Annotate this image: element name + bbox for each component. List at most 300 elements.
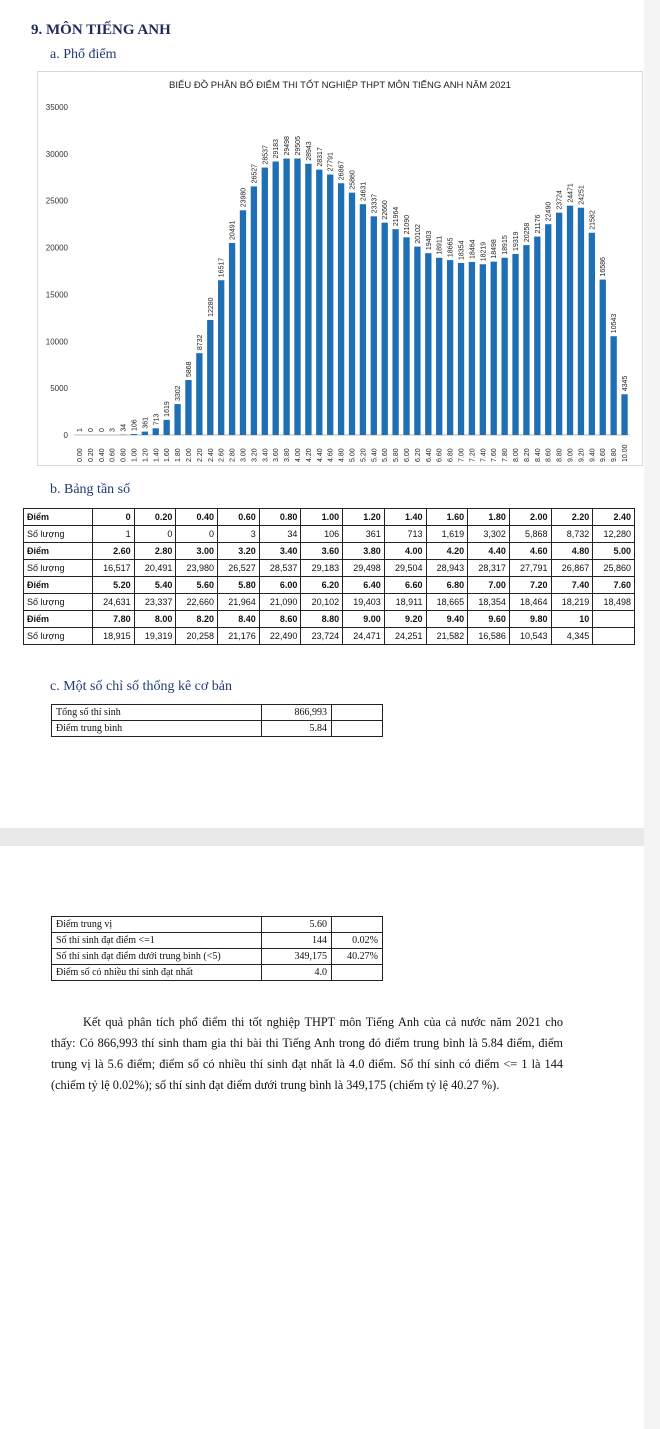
data-label: 18915 [502, 235, 510, 255]
row-label: Điểm [24, 509, 93, 526]
table-cell: 5,868 [509, 526, 551, 543]
table-cell: 18,911 [384, 594, 426, 611]
table-cell: 22,490 [259, 628, 301, 645]
data-label: 18354 [458, 240, 466, 260]
data-label: 29183 [273, 139, 281, 159]
table-cell: 4.40 [468, 543, 510, 560]
data-label: 20102 [414, 224, 422, 244]
table-cell: 8.40 [218, 611, 260, 628]
x-tick-label: 7.00 [458, 448, 466, 462]
table-cell: 10 [551, 611, 593, 628]
x-tick-label: 4.60 [327, 448, 335, 462]
table-cell: 2.60 [93, 543, 135, 560]
data-label: 21582 [589, 210, 597, 230]
table-cell: 6.80 [426, 577, 468, 594]
bar [578, 208, 584, 435]
table-cell: 106 [301, 526, 343, 543]
table-cell: 0.80 [259, 509, 301, 526]
bar [469, 262, 475, 435]
table-cell: 21,582 [426, 628, 468, 645]
data-label: 18498 [491, 239, 499, 259]
table-cell: 1.00 [301, 509, 343, 526]
table-cell: 21,090 [259, 594, 301, 611]
bar [371, 216, 377, 435]
table-cell: 2.00 [509, 509, 551, 526]
x-tick-label: 7.60 [491, 448, 499, 462]
bar [229, 243, 235, 435]
table-cell: 19,403 [343, 594, 385, 611]
table-cell: 7.60 [593, 577, 635, 594]
data-label: 1619 [164, 401, 172, 417]
bar [425, 253, 431, 435]
data-label: 21964 [393, 206, 401, 227]
data-label: 21090 [404, 214, 412, 235]
chart-plot [38, 72, 642, 465]
table-cell: 20,102 [301, 594, 343, 611]
table-cell: 1,619 [426, 526, 468, 543]
row-label: Điểm [24, 611, 93, 628]
subheading-basic-stats: c. Một số chỉ số thống kê cơ bản [50, 679, 232, 694]
table-cell: 6.40 [343, 577, 385, 594]
stats-value: 4.0 [262, 965, 332, 981]
data-label: 25860 [349, 170, 357, 190]
table-cell: 1.80 [468, 509, 510, 526]
data-label: 19319 [513, 231, 521, 251]
data-label: 26527 [251, 163, 259, 184]
table-cell: 8.20 [176, 611, 218, 628]
table-cell: 10,543 [509, 628, 551, 645]
data-label: 12280 [207, 297, 215, 317]
table-cell: 21,176 [218, 628, 260, 645]
table-cell: 6.00 [259, 577, 301, 594]
x-tick-label: 1.00 [131, 448, 139, 462]
table-cell: 18,498 [593, 594, 635, 611]
x-tick-label: 1.20 [142, 448, 150, 462]
row-label: Điểm [24, 577, 93, 594]
table-cell: 3.80 [343, 543, 385, 560]
data-label: 22490 [545, 201, 553, 222]
bar [447, 260, 453, 435]
bar [142, 432, 148, 435]
table-cell: 2.20 [551, 509, 593, 526]
y-tick-label: 35000 [45, 103, 68, 112]
table-cell: 1 [93, 526, 135, 543]
data-label: 23337 [371, 193, 379, 214]
row-label: Số lượng [24, 526, 93, 543]
table-cell: 4.20 [426, 543, 468, 560]
table-cell: 18,354 [468, 594, 510, 611]
x-tick-label: 9.60 [600, 448, 608, 462]
x-tick-label: 3.00 [240, 448, 248, 462]
y-tick-label: 5000 [50, 384, 68, 394]
table-cell: 8,732 [551, 526, 593, 543]
stats-row [52, 949, 383, 965]
table-cell: 3.00 [176, 543, 218, 560]
table-cell: 24,631 [93, 594, 135, 611]
data-label: 18665 [447, 237, 455, 258]
data-label: 3302 [175, 385, 183, 402]
data-label: 24471 [567, 183, 575, 203]
row-label: Điểm [24, 543, 93, 560]
table-cell: 0 [134, 526, 176, 543]
data-label: 28317 [316, 147, 324, 167]
y-tick-label: 20000 [45, 243, 68, 253]
table-cell: 23,980 [176, 560, 218, 577]
stats-pct: 0.02% [332, 933, 383, 949]
stats-row [52, 965, 383, 981]
x-tick-label: 6.40 [425, 448, 433, 462]
x-tick-label: 4.00 [294, 448, 302, 462]
data-label: 21176 [534, 214, 542, 234]
x-tick-label: 5.20 [360, 448, 368, 462]
frequency-table-row [24, 509, 635, 526]
table-cell: 1.60 [426, 509, 468, 526]
table-cell: 26,527 [218, 560, 260, 577]
bar [458, 263, 464, 435]
data-label: 20258 [523, 222, 531, 243]
x-tick-label: 9.40 [589, 448, 597, 462]
x-tick-label: 4.80 [338, 448, 346, 462]
x-tick-label: 7.20 [469, 448, 477, 462]
data-label: 19403 [425, 230, 433, 251]
x-tick-label: 8.20 [523, 448, 531, 462]
data-label: 29498 [284, 136, 292, 156]
table-cell: 25,860 [593, 560, 635, 577]
table-cell: 6.20 [301, 577, 343, 594]
x-tick-label: 10.00 [622, 444, 630, 462]
data-label: 24631 [360, 181, 368, 202]
table-cell: 5.60 [176, 577, 218, 594]
table-cell: 20,491 [134, 560, 176, 577]
data-label: 18219 [480, 241, 488, 262]
bar [196, 353, 202, 435]
data-label: 16586 [600, 257, 608, 277]
table-cell: 16,586 [468, 628, 510, 645]
table-cell: 7.20 [509, 577, 551, 594]
data-label: 23724 [556, 190, 564, 210]
bar [360, 204, 366, 435]
table-cell: 9.20 [384, 611, 426, 628]
data-label: 29505 [294, 136, 302, 156]
frequency-table-row [24, 594, 635, 611]
bar [207, 320, 213, 435]
extended-stats-table [51, 916, 383, 981]
table-cell: 4,345 [551, 628, 593, 645]
x-tick-label: 1.60 [164, 448, 172, 462]
bar [273, 162, 279, 435]
x-tick-label: 0.60 [109, 448, 117, 462]
bar [403, 237, 409, 435]
table-cell: 7.80 [93, 611, 135, 628]
table-cell: 18,665 [426, 594, 468, 611]
stats-pct [332, 721, 383, 737]
x-tick-label: 5.40 [371, 448, 379, 462]
table-cell: 28,943 [426, 560, 468, 577]
stats-value: 349,175 [262, 949, 332, 965]
x-tick-label: 1.80 [175, 448, 183, 462]
row-label: Số lượng [24, 594, 93, 611]
table-cell: 23,337 [134, 594, 176, 611]
data-label: 16517 [218, 257, 226, 278]
table-cell: 34 [259, 526, 301, 543]
score-distribution-chart [37, 71, 643, 466]
table-cell: 9.60 [468, 611, 510, 628]
data-label: 18464 [469, 239, 477, 259]
table-cell: 3,302 [468, 526, 510, 543]
bar [491, 262, 497, 435]
bar [251, 186, 257, 435]
bar [523, 245, 529, 435]
stats-label: Điểm số có nhiều thí sinh đạt nhất [52, 965, 262, 981]
stats-label: Số thí sinh đạt điểm <=1 [52, 933, 262, 949]
table-cell: 5.00 [593, 543, 635, 560]
stats-row [52, 721, 383, 737]
data-label: 34 [120, 423, 128, 432]
x-tick-label: 6.80 [447, 448, 455, 462]
table-cell: 18,464 [509, 594, 551, 611]
data-label: 106 [131, 419, 139, 432]
x-tick-label: 8.60 [545, 448, 553, 462]
x-tick-label: 4.20 [305, 448, 313, 462]
table-cell: 29,504 [384, 560, 426, 577]
x-tick-label: 2.60 [218, 448, 226, 462]
x-tick-label: 0.20 [87, 448, 95, 462]
data-label: 20491 [229, 220, 237, 240]
x-tick-label: 9.20 [578, 448, 586, 462]
table-cell: 5.40 [134, 577, 176, 594]
y-tick-label: 30000 [45, 149, 68, 159]
bar [218, 280, 224, 435]
table-cell: 29,183 [301, 560, 343, 577]
frequency-table-row [24, 543, 635, 560]
y-tick-label: 0 [63, 431, 68, 440]
frequency-table-row [24, 526, 635, 543]
data-label: 8732 [196, 334, 204, 351]
table-cell: 713 [384, 526, 426, 543]
data-label: 18911 [436, 235, 444, 255]
stats-row [52, 933, 383, 949]
data-label: 0 [98, 428, 106, 432]
bar [164, 420, 170, 435]
bar [240, 210, 246, 435]
stats-label: Điểm trung vị [52, 917, 262, 933]
bar [294, 158, 300, 435]
data-label: 22660 [382, 200, 390, 220]
bar [382, 223, 388, 435]
bar [338, 183, 344, 435]
table-cell: 9.00 [343, 611, 385, 628]
table-cell: 6.60 [384, 577, 426, 594]
table-cell: 2.40 [593, 509, 635, 526]
table-cell: 3.20 [218, 543, 260, 560]
frequency-table-row [24, 560, 635, 577]
bar [349, 193, 355, 435]
bar [610, 336, 616, 435]
bar [556, 213, 562, 435]
bar [327, 175, 333, 435]
stats-pct [332, 965, 383, 981]
table-cell: 0 [93, 509, 135, 526]
table-cell: 7.40 [551, 577, 593, 594]
data-label: 361 [142, 416, 150, 429]
stats-label: Tổng số thí sinh [52, 705, 262, 721]
bar [153, 428, 159, 435]
subheading-score-spectrum: a. Phổ điểm [50, 47, 117, 62]
table-cell: 5.20 [93, 577, 135, 594]
x-tick-label: 0.40 [98, 448, 106, 462]
bar [621, 394, 627, 435]
table-cell: 4.00 [384, 543, 426, 560]
table-cell: 3.40 [259, 543, 301, 560]
table-cell: 24,251 [384, 628, 426, 645]
stats-pct [332, 917, 383, 933]
table-cell: 12,280 [593, 526, 635, 543]
bar [501, 258, 507, 435]
x-tick-label: 3.80 [284, 448, 292, 462]
table-cell: 3 [218, 526, 260, 543]
table-cell: 8.80 [301, 611, 343, 628]
bar [545, 224, 551, 435]
basic-stats-table [51, 704, 383, 737]
table-cell: 9.40 [426, 611, 468, 628]
x-tick-label: 8.40 [534, 448, 542, 462]
row-label: Số lượng [24, 628, 93, 645]
table-cell: 18,915 [93, 628, 135, 645]
bar [589, 233, 595, 435]
x-tick-label: 5.00 [349, 448, 357, 462]
x-tick-label: 4.40 [316, 448, 324, 462]
x-tick-label: 7.80 [502, 448, 510, 462]
x-tick-label: 3.40 [262, 448, 270, 462]
stats-value: 144 [262, 933, 332, 949]
data-label: 28943 [305, 141, 313, 161]
bar [534, 237, 540, 435]
bar [262, 168, 268, 435]
data-label: 23980 [240, 187, 248, 208]
frequency-table-row [24, 611, 635, 628]
table-cell: 0.40 [176, 509, 218, 526]
x-tick-label: 9.80 [611, 448, 619, 462]
frequency-table-row [24, 628, 635, 645]
y-tick-label: 10000 [45, 337, 68, 347]
table-cell: 9.80 [509, 611, 551, 628]
x-tick-label: 8.80 [556, 448, 564, 462]
bar [414, 247, 420, 435]
table-cell: 2.80 [134, 543, 176, 560]
table-cell: 8.60 [259, 611, 301, 628]
table-cell: 0.60 [218, 509, 260, 526]
x-tick-label: 5.80 [393, 448, 401, 462]
bar [600, 280, 606, 435]
x-tick-label: 5.60 [382, 448, 390, 462]
frequency-table-row [24, 577, 635, 594]
data-label: 10543 [611, 313, 619, 334]
x-tick-label: 6.20 [414, 448, 422, 462]
bar [185, 380, 191, 435]
table-cell: 22,660 [176, 594, 218, 611]
data-label: 26867 [338, 160, 346, 181]
x-tick-label: 7.40 [480, 448, 488, 462]
table-cell: 28,317 [468, 560, 510, 577]
analysis-text: Kết quả phân tích phổ điểm thi tốt nghiệp THPT môn Tiếng Anh của cả nước năm 2021 cho thấy: Có 866,993 thí sinh tham gia thi bài thi Tiếng Anh trong đó điểm trung bình là 5.84 điểm, điểm trung vị là 5.6 điểm; điểm số có nhiều thí sinh đạt nhất là 4.0 điểm. Số thí sinh có điểm <= 1 là 144 (chiếm tỷ lệ 0.02%); số thí sinh đạt điểm dưới trung bình là 349,175 (chiếm tỷ lệ 40.27 %). [51, 1015, 563, 1092]
stats-label: Số thí sinh đạt điểm dưới trung bình (<5) [52, 949, 262, 965]
x-tick-label: 2.40 [207, 448, 215, 462]
table-cell: 28,537 [259, 560, 301, 577]
table-cell: 0 [176, 526, 218, 543]
bar [392, 229, 398, 435]
table-cell: 24,471 [343, 628, 385, 645]
stats-value: 866,993 [262, 705, 332, 721]
frequency-table [23, 508, 635, 645]
table-cell: 3.60 [301, 543, 343, 560]
x-tick-label: 0.80 [120, 448, 128, 462]
data-label: 0 [87, 428, 95, 432]
table-cell: 361 [343, 526, 385, 543]
x-tick-label: 3.20 [251, 448, 259, 462]
table-cell: 23,724 [301, 628, 343, 645]
analysis-paragraph [51, 1012, 563, 1096]
data-label: 1 [76, 428, 84, 432]
table-cell: 1.20 [343, 509, 385, 526]
row-label: Số lượng [24, 560, 93, 577]
table-cell: 5.80 [218, 577, 260, 594]
stats-row [52, 917, 383, 933]
data-label: 28537 [262, 145, 270, 165]
table-cell: 4.60 [509, 543, 551, 560]
table-cell: 21,964 [218, 594, 260, 611]
table-cell: 7.00 [468, 577, 510, 594]
table-cell: 8.00 [134, 611, 176, 628]
table-cell: 18,219 [551, 594, 593, 611]
stats-value: 5.84 [262, 721, 332, 737]
bar [512, 254, 518, 435]
table-cell: 4.80 [551, 543, 593, 560]
x-tick-label: 6.00 [404, 448, 412, 462]
bar [131, 434, 137, 435]
data-label: 24251 [578, 185, 586, 205]
x-tick-label: 3.60 [273, 448, 281, 462]
subheading-frequency-table: b. Bảng tần số [50, 482, 131, 497]
x-tick-label: 2.20 [196, 448, 204, 462]
x-tick-label: 0.00 [76, 448, 84, 462]
scroll-gutter [644, 0, 660, 1429]
bar [480, 264, 486, 435]
bar [316, 170, 322, 435]
table-cell: 16,517 [93, 560, 135, 577]
table-cell [593, 628, 635, 645]
bar [174, 404, 180, 435]
bar [283, 159, 289, 435]
x-tick-label: 2.00 [185, 448, 193, 462]
table-cell: 26,867 [551, 560, 593, 577]
bar [436, 258, 442, 435]
x-tick-label: 1.40 [153, 448, 161, 462]
stats-value: 5.60 [262, 917, 332, 933]
section-title: 9. MÔN TIẾNG ANH [31, 22, 171, 38]
stats-pct: 40.27% [332, 949, 383, 965]
table-cell: 19,319 [134, 628, 176, 645]
x-tick-label: 9.00 [567, 448, 575, 462]
table-cell: 27,791 [509, 560, 551, 577]
stats-label: Điểm trung bình [52, 721, 262, 737]
table-cell: 29,498 [343, 560, 385, 577]
data-label: 3 [109, 428, 117, 432]
table-cell: 20,258 [176, 628, 218, 645]
stats-row [52, 705, 383, 721]
chart-title: BIỂU ĐỒ PHÂN BỐ ĐIỂM THI TỐT NGHIỆP THPT MÔN TIẾNG ANH NĂM 2021 [169, 80, 511, 91]
table-cell: 0.20 [134, 509, 176, 526]
y-tick-label: 25000 [45, 196, 68, 206]
